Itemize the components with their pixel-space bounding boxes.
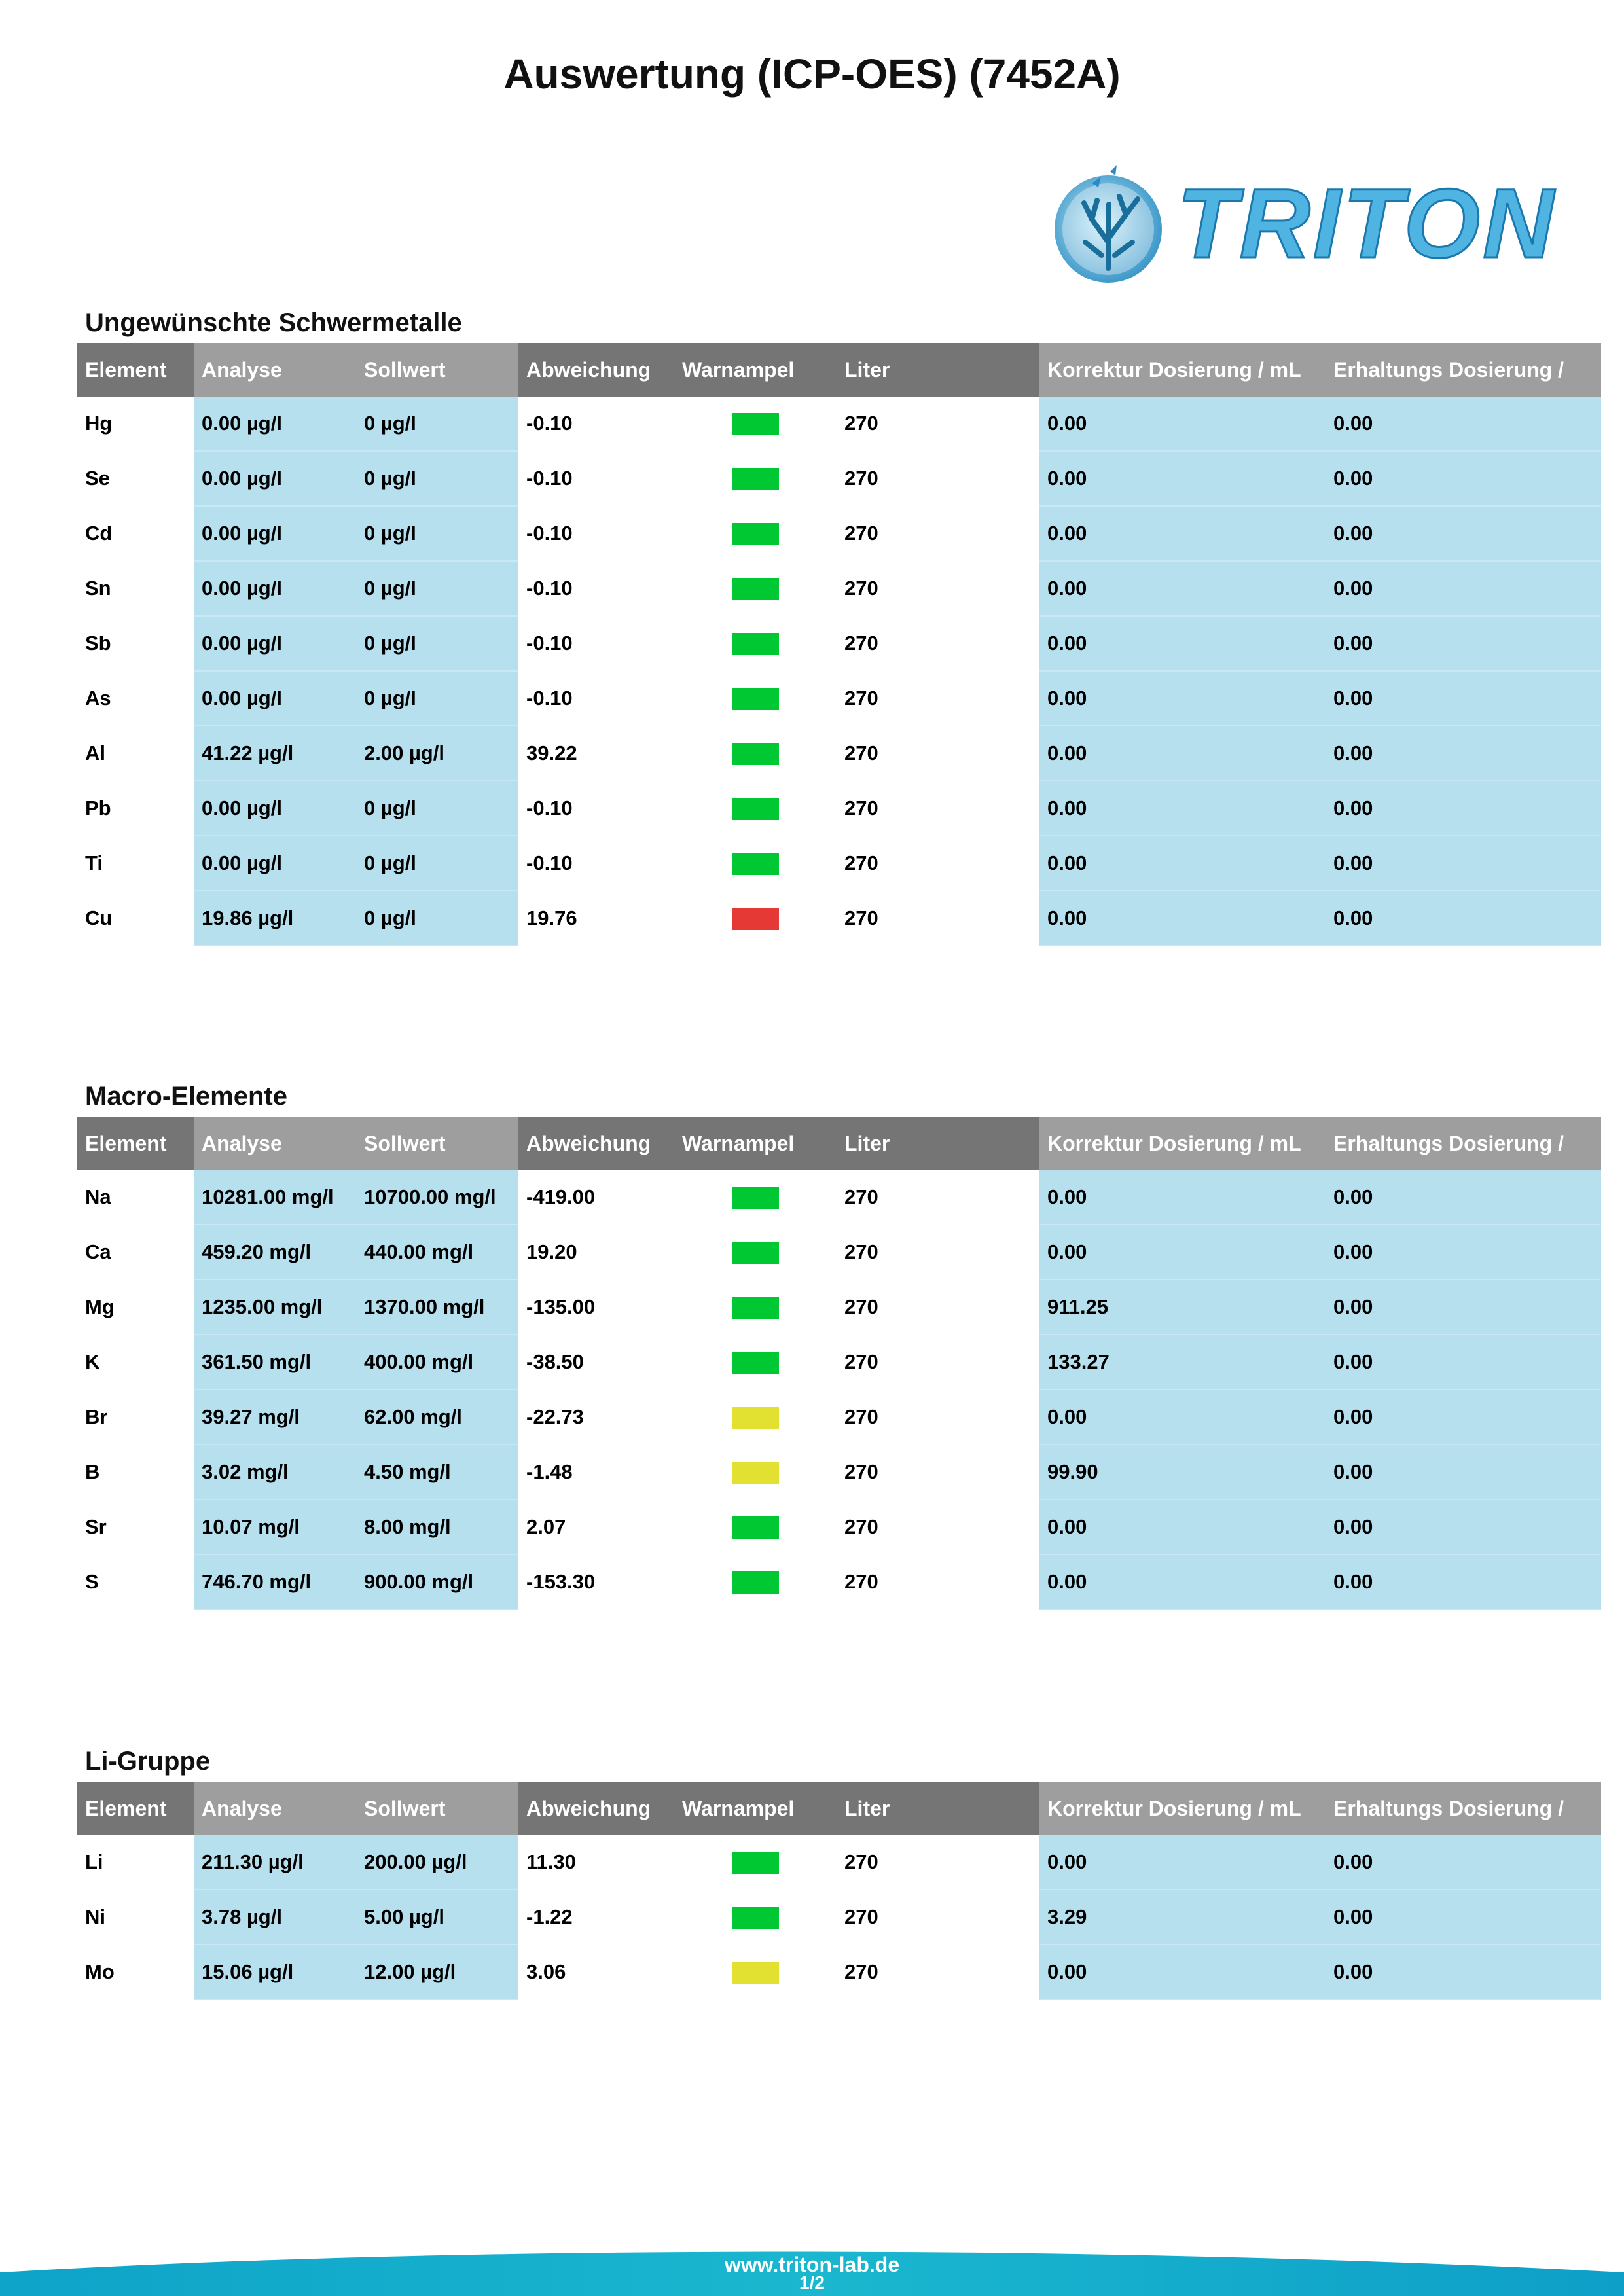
cell-sollwert: 0 µg/l (356, 781, 518, 836)
cell-liter: 270 (844, 1350, 878, 1373)
cell-liter: 270 (844, 1240, 878, 1263)
warnampel-indicator (732, 1352, 779, 1374)
table-row (77, 1499, 1601, 1554)
cell-element: S (85, 1570, 99, 1593)
warnampel-indicator (732, 413, 779, 435)
cell-abweichung: 19.20 (526, 1240, 577, 1263)
cell-liter: 270 (844, 467, 878, 490)
results-table (77, 343, 1601, 946)
table-row (77, 1280, 1601, 1335)
cell-sollwert: 62.00 mg/l (356, 1390, 518, 1444)
cell-abweichung: -0.10 (526, 852, 573, 874)
cell-analyse: 0.00 µg/l (194, 451, 356, 506)
cell-element: B (85, 1460, 100, 1483)
header-liter: Liter (837, 1782, 1039, 1835)
cell-warnampel (674, 1945, 837, 2000)
page-title: Auswertung (ICP-OES) (7452A) (503, 50, 1121, 98)
header-warnampel: Warnampel (674, 1782, 837, 1835)
cell-abweichung: -1.22 (526, 1905, 573, 1928)
cell-analyse: 10281.00 mg/l (194, 1170, 356, 1225)
cell-warnampel (674, 1390, 837, 1444)
cell-warnampel (674, 1335, 837, 1390)
header-warnampel: Warnampel (674, 343, 837, 397)
cell-abweichung: 11.30 (526, 1850, 576, 1873)
header-abweichung: Abweichung (518, 1117, 674, 1170)
table-row (77, 1945, 1601, 2000)
cell-warnampel (674, 506, 837, 561)
cell-korrektur: 0.00 (1039, 1170, 1326, 1225)
cell-abweichung: -419.00 (526, 1185, 596, 1208)
cell-korrektur: 0.00 (1039, 451, 1326, 506)
cell-warnampel (674, 1170, 837, 1225)
table-row (77, 671, 1601, 726)
cell-abweichung: -0.10 (526, 797, 573, 819)
cell-erhaltung: 0.00 (1326, 1335, 1601, 1390)
cell-korrektur: 0.00 (1039, 1225, 1326, 1280)
header-analyse: Analyse (194, 343, 356, 397)
header-analyse: Analyse (194, 1782, 356, 1835)
cell-sollwert: 2.00 µg/l (356, 726, 518, 781)
cell-warnampel (674, 836, 837, 891)
cell-analyse: 0.00 µg/l (194, 781, 356, 836)
cell-liter: 270 (844, 577, 878, 600)
section-title: Li-Gruppe (85, 1747, 211, 1776)
header-element: Element (77, 343, 194, 397)
cell-abweichung: -0.10 (526, 577, 573, 600)
header-element: Element (77, 1782, 194, 1835)
footer-url[interactable]: www.triton-lab.de (724, 2253, 900, 2276)
cell-warnampel (674, 1444, 837, 1499)
cell-erhaltung: 0.00 (1326, 1170, 1601, 1225)
warnampel-indicator (732, 1462, 779, 1484)
cell-element: Na (85, 1185, 111, 1208)
table-row (77, 1170, 1601, 1225)
cell-liter: 270 (844, 1405, 878, 1428)
cell-korrektur: 0.00 (1039, 1390, 1326, 1444)
cell-element: Ni (85, 1905, 105, 1928)
footer (0, 2232, 1624, 2296)
logo-text: TRITON (1177, 168, 1557, 278)
cell-element: Mo (85, 1960, 115, 1983)
header-liter: Liter (837, 343, 1039, 397)
warnampel-indicator (732, 908, 779, 930)
cell-warnampel (674, 1225, 837, 1280)
cell-liter: 270 (844, 1295, 878, 1318)
cell-sollwert: 0 µg/l (356, 671, 518, 726)
cell-warnampel (674, 451, 837, 506)
cell-sollwert: 0 µg/l (356, 506, 518, 561)
cell-sollwert: 1370.00 mg/l (356, 1280, 518, 1335)
warnampel-indicator (732, 853, 779, 875)
cell-erhaltung: 0.00 (1326, 1225, 1601, 1280)
cell-korrektur: 911.25 (1039, 1280, 1326, 1335)
cell-element: Sn (85, 577, 111, 600)
cell-analyse: 0.00 µg/l (194, 671, 356, 726)
section-title: Macro-Elemente (85, 1082, 287, 1111)
cell-liter: 270 (844, 412, 878, 435)
table-row (77, 1890, 1601, 1945)
header-korrektur: Korrektur Dosierung / mL (1039, 1782, 1326, 1835)
cell-element: Sb (85, 632, 111, 655)
header-warnampel: Warnampel (674, 1117, 837, 1170)
triton-logo (1046, 157, 1557, 288)
cell-analyse: 0.00 µg/l (194, 561, 356, 616)
warnampel-indicator (732, 1852, 779, 1874)
table-row (77, 1444, 1601, 1499)
cell-warnampel (674, 616, 837, 671)
cell-element: Ca (85, 1240, 111, 1263)
cell-warnampel (674, 726, 837, 781)
warnampel-indicator (732, 688, 779, 710)
table-row (77, 1225, 1601, 1280)
warnampel-indicator (732, 578, 779, 600)
cell-erhaltung: 0.00 (1326, 506, 1601, 561)
cell-element: Ti (85, 852, 103, 874)
cell-korrektur: 0.00 (1039, 1835, 1326, 1890)
cell-abweichung: -0.10 (526, 522, 573, 545)
cell-korrektur: 0.00 (1039, 1554, 1326, 1609)
cell-warnampel (674, 671, 837, 726)
cell-erhaltung: 0.00 (1326, 726, 1601, 781)
cell-element: Sr (85, 1515, 107, 1538)
cell-sollwert: 0 µg/l (356, 616, 518, 671)
cell-erhaltung: 0.00 (1326, 1890, 1601, 1945)
cell-element: Li (85, 1850, 103, 1873)
warnampel-indicator (732, 1297, 779, 1319)
cell-liter: 270 (844, 797, 878, 819)
cell-korrektur: 3.29 (1039, 1890, 1326, 1945)
cell-erhaltung: 0.00 (1326, 1499, 1601, 1554)
header-sollwert: Sollwert (356, 343, 518, 397)
cell-sollwert: 0 µg/l (356, 397, 518, 451)
cell-abweichung: 19.76 (526, 906, 577, 929)
cell-element: Br (85, 1405, 108, 1428)
cell-sollwert: 0 µg/l (356, 451, 518, 506)
cell-element: Hg (85, 412, 113, 435)
table-row (77, 1390, 1601, 1444)
warnampel-indicator (732, 523, 779, 545)
cell-analyse: 19.86 µg/l (194, 891, 356, 946)
table-row (77, 1835, 1601, 1890)
cell-element: Cd (85, 522, 113, 545)
cell-erhaltung: 0.00 (1326, 1444, 1601, 1499)
cell-erhaltung: 0.00 (1326, 451, 1601, 506)
cell-korrektur: 0.00 (1039, 1945, 1326, 2000)
cell-element: Cu (85, 906, 113, 929)
table-row (77, 781, 1601, 836)
cell-warnampel (674, 891, 837, 946)
cell-korrektur: 0.00 (1039, 891, 1326, 946)
cell-element: Mg (85, 1295, 115, 1318)
cell-erhaltung: 0.00 (1326, 836, 1601, 891)
cell-abweichung: 2.07 (526, 1515, 566, 1538)
header-erhaltung: Erhaltungs Dosierung / (1326, 343, 1601, 397)
cell-liter: 270 (844, 1515, 878, 1538)
cell-analyse: 361.50 mg/l (194, 1335, 356, 1390)
cell-warnampel (674, 781, 837, 836)
warnampel-indicator (732, 1187, 779, 1209)
cell-korrektur: 0.00 (1039, 1499, 1326, 1554)
cell-element: Al (85, 742, 105, 764)
warnampel-indicator (732, 1242, 779, 1264)
warnampel-indicator (732, 1907, 779, 1929)
table-row (77, 397, 1601, 451)
cell-erhaltung: 0.00 (1326, 616, 1601, 671)
cell-warnampel (674, 1280, 837, 1335)
header-liter: Liter (837, 1117, 1039, 1170)
cell-liter: 270 (844, 1185, 878, 1208)
cell-warnampel (674, 1835, 837, 1890)
cell-analyse: 41.22 µg/l (194, 726, 356, 781)
table-row (77, 1335, 1601, 1390)
warnampel-indicator (732, 1962, 779, 1984)
header-abweichung: Abweichung (518, 1782, 674, 1835)
cell-warnampel (674, 1890, 837, 1945)
cell-element: K (85, 1350, 100, 1373)
cell-element: Pb (85, 797, 111, 819)
cell-korrektur: 0.00 (1039, 836, 1326, 891)
cell-analyse: 39.27 mg/l (194, 1390, 356, 1444)
cell-korrektur: 0.00 (1039, 781, 1326, 836)
cell-analyse: 10.07 mg/l (194, 1499, 356, 1554)
results-table (77, 1117, 1601, 1610)
cell-abweichung: -0.10 (526, 467, 573, 490)
cell-analyse: 0.00 µg/l (194, 397, 356, 451)
header-analyse: Analyse (194, 1117, 356, 1170)
cell-sollwert: 8.00 mg/l (356, 1499, 518, 1554)
cell-liter: 270 (844, 1905, 878, 1928)
cell-korrektur: 0.00 (1039, 397, 1326, 451)
cell-abweichung: -0.10 (526, 632, 573, 655)
cell-erhaltung: 0.00 (1326, 671, 1601, 726)
cell-abweichung: -22.73 (526, 1405, 584, 1428)
cell-korrektur: 0.00 (1039, 616, 1326, 671)
table-header-row (77, 1117, 1601, 1170)
warnampel-indicator (732, 743, 779, 765)
cell-liter: 270 (844, 632, 878, 655)
warnampel-indicator (732, 1407, 779, 1429)
cell-sollwert: 440.00 mg/l (356, 1225, 518, 1280)
cell-warnampel (674, 1554, 837, 1609)
table-row (77, 561, 1601, 616)
page-number: 1/2 (799, 2272, 825, 2293)
cell-korrektur: 0.00 (1039, 671, 1326, 726)
cell-abweichung: 39.22 (526, 742, 577, 764)
table-row (77, 1554, 1601, 1609)
cell-erhaltung: 0.00 (1326, 397, 1601, 451)
cell-analyse: 0.00 µg/l (194, 836, 356, 891)
table-row (77, 506, 1601, 561)
cell-sollwert: 400.00 mg/l (356, 1335, 518, 1390)
cell-liter: 270 (844, 1460, 878, 1483)
cell-liter: 270 (844, 906, 878, 929)
cell-korrektur: 0.00 (1039, 561, 1326, 616)
cell-erhaltung: 0.00 (1326, 561, 1601, 616)
cell-liter: 270 (844, 687, 878, 709)
cell-analyse: 746.70 mg/l (194, 1554, 356, 1609)
header-sollwert: Sollwert (356, 1117, 518, 1170)
section-li-gruppe (77, 1741, 1601, 2000)
section-schwermetalle (77, 302, 1601, 946)
cell-warnampel (674, 1499, 837, 1554)
cell-erhaltung: 0.00 (1326, 1554, 1601, 1609)
cell-sollwert: 900.00 mg/l (356, 1554, 518, 1609)
cell-korrektur: 0.00 (1039, 506, 1326, 561)
cell-warnampel (674, 561, 837, 616)
cell-abweichung: -0.10 (526, 412, 573, 435)
cell-analyse: 1235.00 mg/l (194, 1280, 356, 1335)
cell-analyse: 211.30 µg/l (194, 1835, 356, 1890)
table-row (77, 726, 1601, 781)
cell-sollwert: 12.00 µg/l (356, 1945, 518, 2000)
header-korrektur: Korrektur Dosierung / mL (1039, 343, 1326, 397)
cell-analyse: 3.02 mg/l (194, 1444, 356, 1499)
cell-sollwert: 5.00 µg/l (356, 1890, 518, 1945)
cell-sollwert: 0 µg/l (356, 836, 518, 891)
table-row (77, 451, 1601, 506)
results-table (77, 1782, 1601, 2000)
warnampel-indicator (732, 798, 779, 820)
section-macro-elemente (77, 1076, 1601, 1610)
cell-analyse: 459.20 mg/l (194, 1225, 356, 1280)
cell-abweichung: -0.10 (526, 687, 573, 709)
table-row (77, 616, 1601, 671)
warnampel-indicator (732, 1571, 779, 1594)
section-title: Ungewünschte Schwermetalle (85, 308, 462, 337)
cell-korrektur: 133.27 (1039, 1335, 1326, 1390)
warnampel-indicator (732, 633, 779, 655)
cell-korrektur: 0.00 (1039, 726, 1326, 781)
header-korrektur: Korrektur Dosierung / mL (1039, 1117, 1326, 1170)
cell-liter: 270 (844, 742, 878, 764)
cell-sollwert: 4.50 mg/l (356, 1444, 518, 1499)
cell-erhaltung: 0.00 (1326, 1835, 1601, 1890)
cell-warnampel (674, 397, 837, 451)
cell-liter: 270 (844, 852, 878, 874)
cell-abweichung: -1.48 (526, 1460, 573, 1483)
table-row (77, 836, 1601, 891)
cell-liter: 270 (844, 1850, 878, 1873)
header-erhaltung: Erhaltungs Dosierung / (1326, 1117, 1601, 1170)
cell-abweichung: -38.50 (526, 1350, 584, 1373)
cell-erhaltung: 0.00 (1326, 1390, 1601, 1444)
cell-sollwert: 0 µg/l (356, 891, 518, 946)
cell-sollwert: 0 µg/l (356, 561, 518, 616)
cell-erhaltung: 0.00 (1326, 1945, 1601, 2000)
table-row (77, 891, 1601, 946)
cell-korrektur: 99.90 (1039, 1444, 1326, 1499)
cell-liter: 270 (844, 1960, 878, 1983)
header-element: Element (77, 1117, 194, 1170)
cell-analyse: 0.00 µg/l (194, 616, 356, 671)
warnampel-indicator (732, 468, 779, 490)
cell-erhaltung: 0.00 (1326, 891, 1601, 946)
cell-abweichung: -135.00 (526, 1295, 596, 1318)
cell-analyse: 15.06 µg/l (194, 1945, 356, 2000)
warnampel-indicator (732, 1516, 779, 1539)
cell-sollwert: 10700.00 mg/l (356, 1170, 518, 1225)
cell-liter: 270 (844, 522, 878, 545)
table-header-row (77, 343, 1601, 397)
cell-analyse: 3.78 µg/l (194, 1890, 356, 1945)
cell-analyse: 0.00 µg/l (194, 506, 356, 561)
cell-element: As (85, 687, 111, 709)
cell-abweichung: -153.30 (526, 1570, 596, 1593)
cell-element: Se (85, 467, 110, 490)
table-header-row (77, 1782, 1601, 1835)
cell-abweichung: 3.06 (526, 1960, 566, 1983)
cell-erhaltung: 0.00 (1326, 781, 1601, 836)
header-sollwert: Sollwert (356, 1782, 518, 1835)
header-abweichung: Abweichung (518, 343, 674, 397)
cell-sollwert: 200.00 µg/l (356, 1835, 518, 1890)
cell-liter: 270 (844, 1570, 878, 1593)
cell-erhaltung: 0.00 (1326, 1280, 1601, 1335)
header-erhaltung: Erhaltungs Dosierung / (1326, 1782, 1601, 1835)
